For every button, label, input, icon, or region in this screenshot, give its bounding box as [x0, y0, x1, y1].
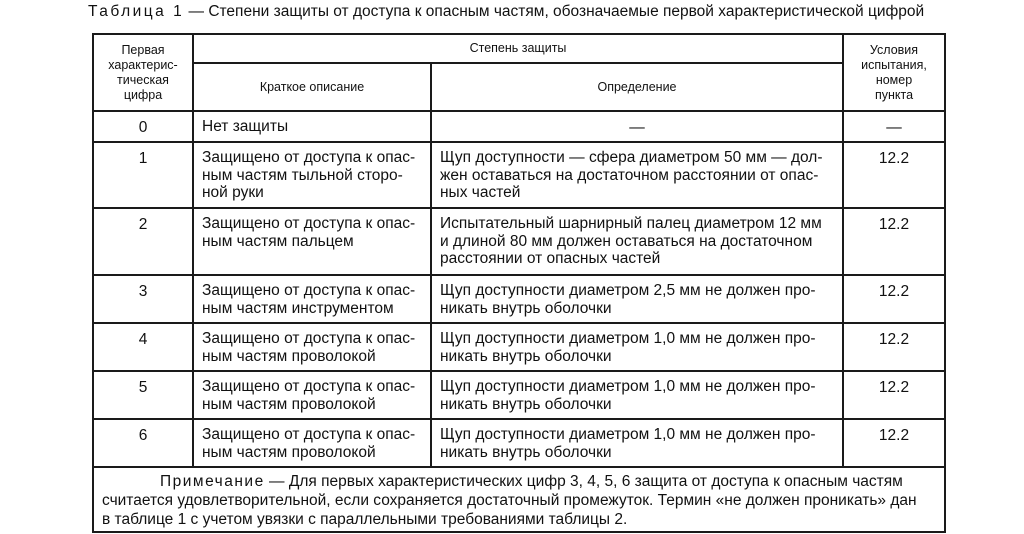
note-text-line2: считается удовлетворительной, если сохраняется достаточный промежуток. Термин «не должен проникать» дан — [102, 492, 917, 509]
digit-cell: 2 — [93, 208, 193, 275]
caption-lead: Таблица 1 — [88, 3, 185, 20]
short-description-cell: Защищено от доступа к опас- ным частям инструментом — [193, 275, 431, 323]
condition-cell: 12.2 — [843, 275, 945, 323]
definition-cell: Щуп доступности диаметром 1,0 мм не должен про- никать внутрь оболочки — [431, 419, 843, 467]
header-definition: Определение — [431, 63, 843, 111]
note-label: Примечание — [160, 473, 265, 490]
table-row — [93, 419, 945, 467]
condition-cell: 12.2 — [843, 323, 945, 371]
short-description-cell: Защищено от доступа к опас- ным частям пальцем — [193, 208, 431, 275]
table-row — [93, 208, 945, 275]
note-text-line1: — Для первых характеристических цифр 3, 4, 5, 6 защита от доступа к опасным частям — [264, 473, 903, 490]
table-row — [93, 323, 945, 371]
note-text-line3: в таблице 1 с учетом увязки с параллельными требованиями таблицы 2. — [102, 511, 628, 528]
condition-cell: 12.2 — [843, 142, 945, 208]
digit-cell: 1 — [93, 142, 193, 208]
table-row — [93, 275, 945, 323]
note-row — [93, 467, 945, 532]
short-description-cell: Защищено от доступа к опас- ным частям проволокой — [193, 371, 431, 419]
condition-cell: — — [843, 111, 945, 142]
definition-cell: Щуп доступности диаметром 1,0 мм не должен про- никать внутрь оболочки — [431, 371, 843, 419]
condition-cell: 12.2 — [843, 371, 945, 419]
table-caption — [88, 2, 1018, 22]
digit-cell: 4 — [93, 323, 193, 371]
table-row — [93, 142, 945, 208]
short-description-cell: Защищено от доступа к опас- ным частям проволокой — [193, 419, 431, 467]
definition-cell: Щуп доступности — сфера диаметром 50 мм — дол- жен оставаться на достаточном расстоянии от опас- ных частей — [431, 142, 843, 208]
table-row — [93, 371, 945, 419]
table-note — [93, 467, 945, 532]
digit-cell: 0 — [93, 111, 193, 142]
short-description-cell: Нет защиты — [193, 111, 431, 142]
table-row — [93, 111, 945, 142]
definition-cell: Щуп доступности диаметром 1,0 мм не должен про- никать внутрь оболочки — [431, 323, 843, 371]
condition-cell: 12.2 — [843, 208, 945, 275]
caption-text: — Степени защиты от доступа к опасным частям, обозначаемые первой характеристической цифрой — [184, 3, 925, 20]
definition-cell: — — [431, 111, 843, 142]
definition-cell: Испытательный шарнирный палец диаметром 12 мм и длиной 80 мм должен оставаться на достаточном расстоянии от опасных частей — [431, 208, 843, 275]
short-description-cell: Защищено от доступа к опас- ным частям тыльной сторо- ной руки — [193, 142, 431, 208]
digit-cell: 6 — [93, 419, 193, 467]
digit-cell: 3 — [93, 275, 193, 323]
header-test-conditions: Условия испытания, номер пункта — [843, 34, 945, 111]
protection-degrees-table — [92, 33, 946, 533]
short-description-cell: Защищено от доступа к опас- ным частям проволокой — [193, 323, 431, 371]
digit-cell: 5 — [93, 371, 193, 419]
header-first-digit: Первая характерис- тическая цифра — [93, 34, 193, 111]
header-short-description: Краткое описание — [193, 63, 431, 111]
condition-cell: 12.2 — [843, 419, 945, 467]
definition-cell: Щуп доступности диаметром 2,5 мм не должен про- никать внутрь оболочки — [431, 275, 843, 323]
header-protection-degree: Степень защиты — [193, 34, 843, 63]
